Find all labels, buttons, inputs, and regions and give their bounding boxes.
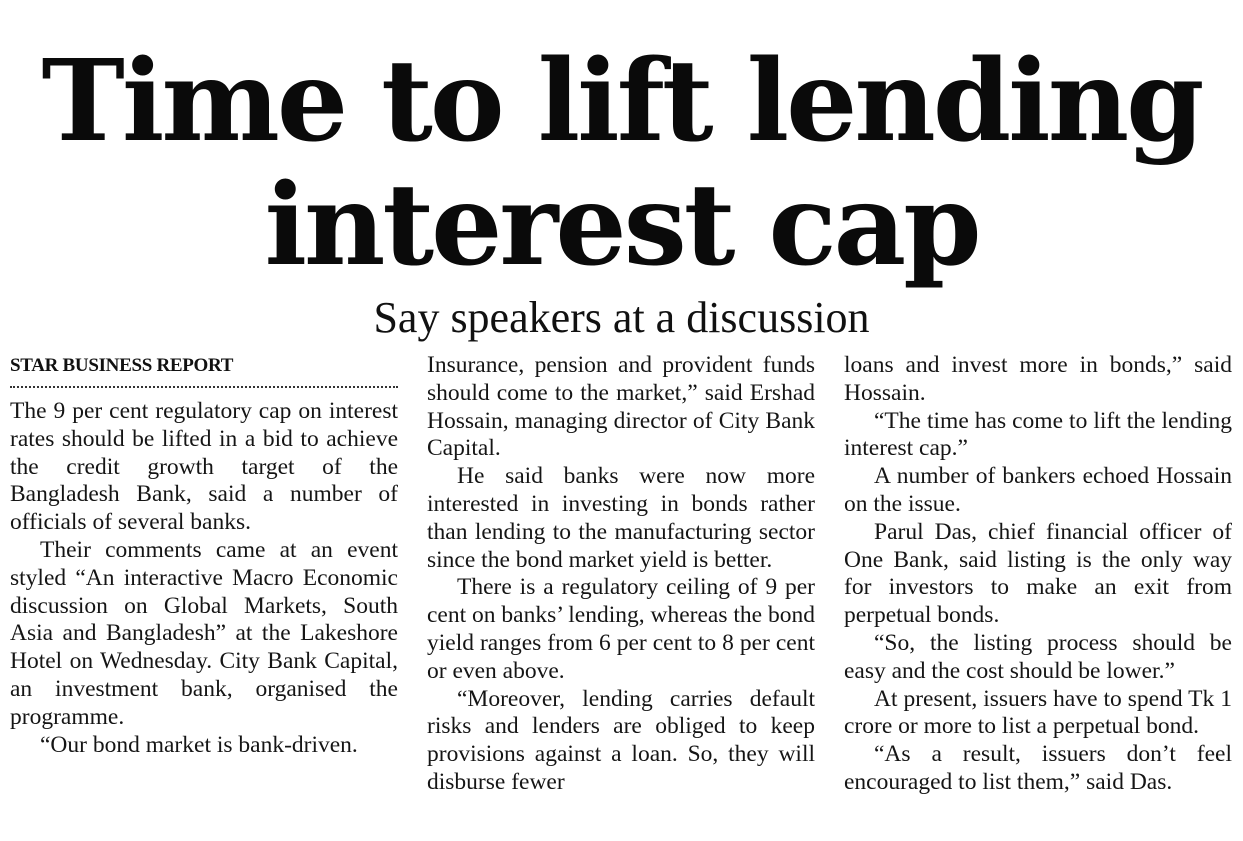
paragraph: There is a regulatory ceiling of 9 per cent on banks’ lending, whereas the bond yield ranges from 6 per cent to 8 per cent or even above. [427, 574, 815, 684]
paragraph: Their comments came at an event styled “An interactive Macro Economic discussion on Global Markets, South Asia and Bangladesh” at the Lakeshore Hotel on Wednesday. City Bank Capital, an investment bank, organised the programme. [10, 536, 398, 730]
paragraph: Insurance, pension and provident funds should come to the market,” said Ershad Hossain, managing director of City Bank Capital. [427, 352, 815, 462]
paragraph: “As a result, issuers don’t feel encouraged to list them,” said Das. [844, 741, 1232, 795]
paragraph: “So, the listing process should be easy and the cost should be lower.” [844, 629, 1232, 684]
paragraph: “Our bond market is bank-driven. [40, 731, 358, 758]
subheadline: Say speakers at a discussion [373, 293, 870, 342]
paragraph: Parul Das, chief financial officer of One Bank, said listing is the only way for investors to make an exit from perpetual bonds. [844, 518, 1232, 629]
article-column-1 [10, 352, 398, 759]
byline: STAR BUSINESS REPORT [10, 355, 234, 376]
article-column-2 [427, 352, 815, 797]
paragraph: “Moreover, lending carries default risks and lenders are obliged to keep provisions against a loan. So, they will disburse fewer [427, 685, 815, 795]
paragraph: At present, issuers have to spend Tk 1 crore or more to list a perpetual bond. [844, 685, 1232, 740]
paragraph: “The time has come to lift the lending interest cap.” [844, 407, 1232, 462]
headline [0, 36, 1243, 291]
headline-line-2: interest cap [264, 160, 979, 291]
headline-line-1: Time to lift lending [41, 36, 1202, 167]
paragraph: loans and invest more in bonds,” said Hossain. [844, 352, 1232, 406]
article-column-3 [844, 352, 1232, 797]
paragraph: A number of bankers echoed Hossain on the issue. [844, 463, 1232, 517]
paragraph: The 9 per cent regulatory cap on interest rates should be lifted in a bid to achieve the credit growth target of the Bangladesh Bank, said a number of officials of several banks. [10, 398, 398, 536]
paragraph: He said banks were now more interested in investing in bonds rather than lending to the manufacturing sector since the bond market yield is better. [427, 463, 815, 573]
byline-divider [10, 386, 398, 388]
